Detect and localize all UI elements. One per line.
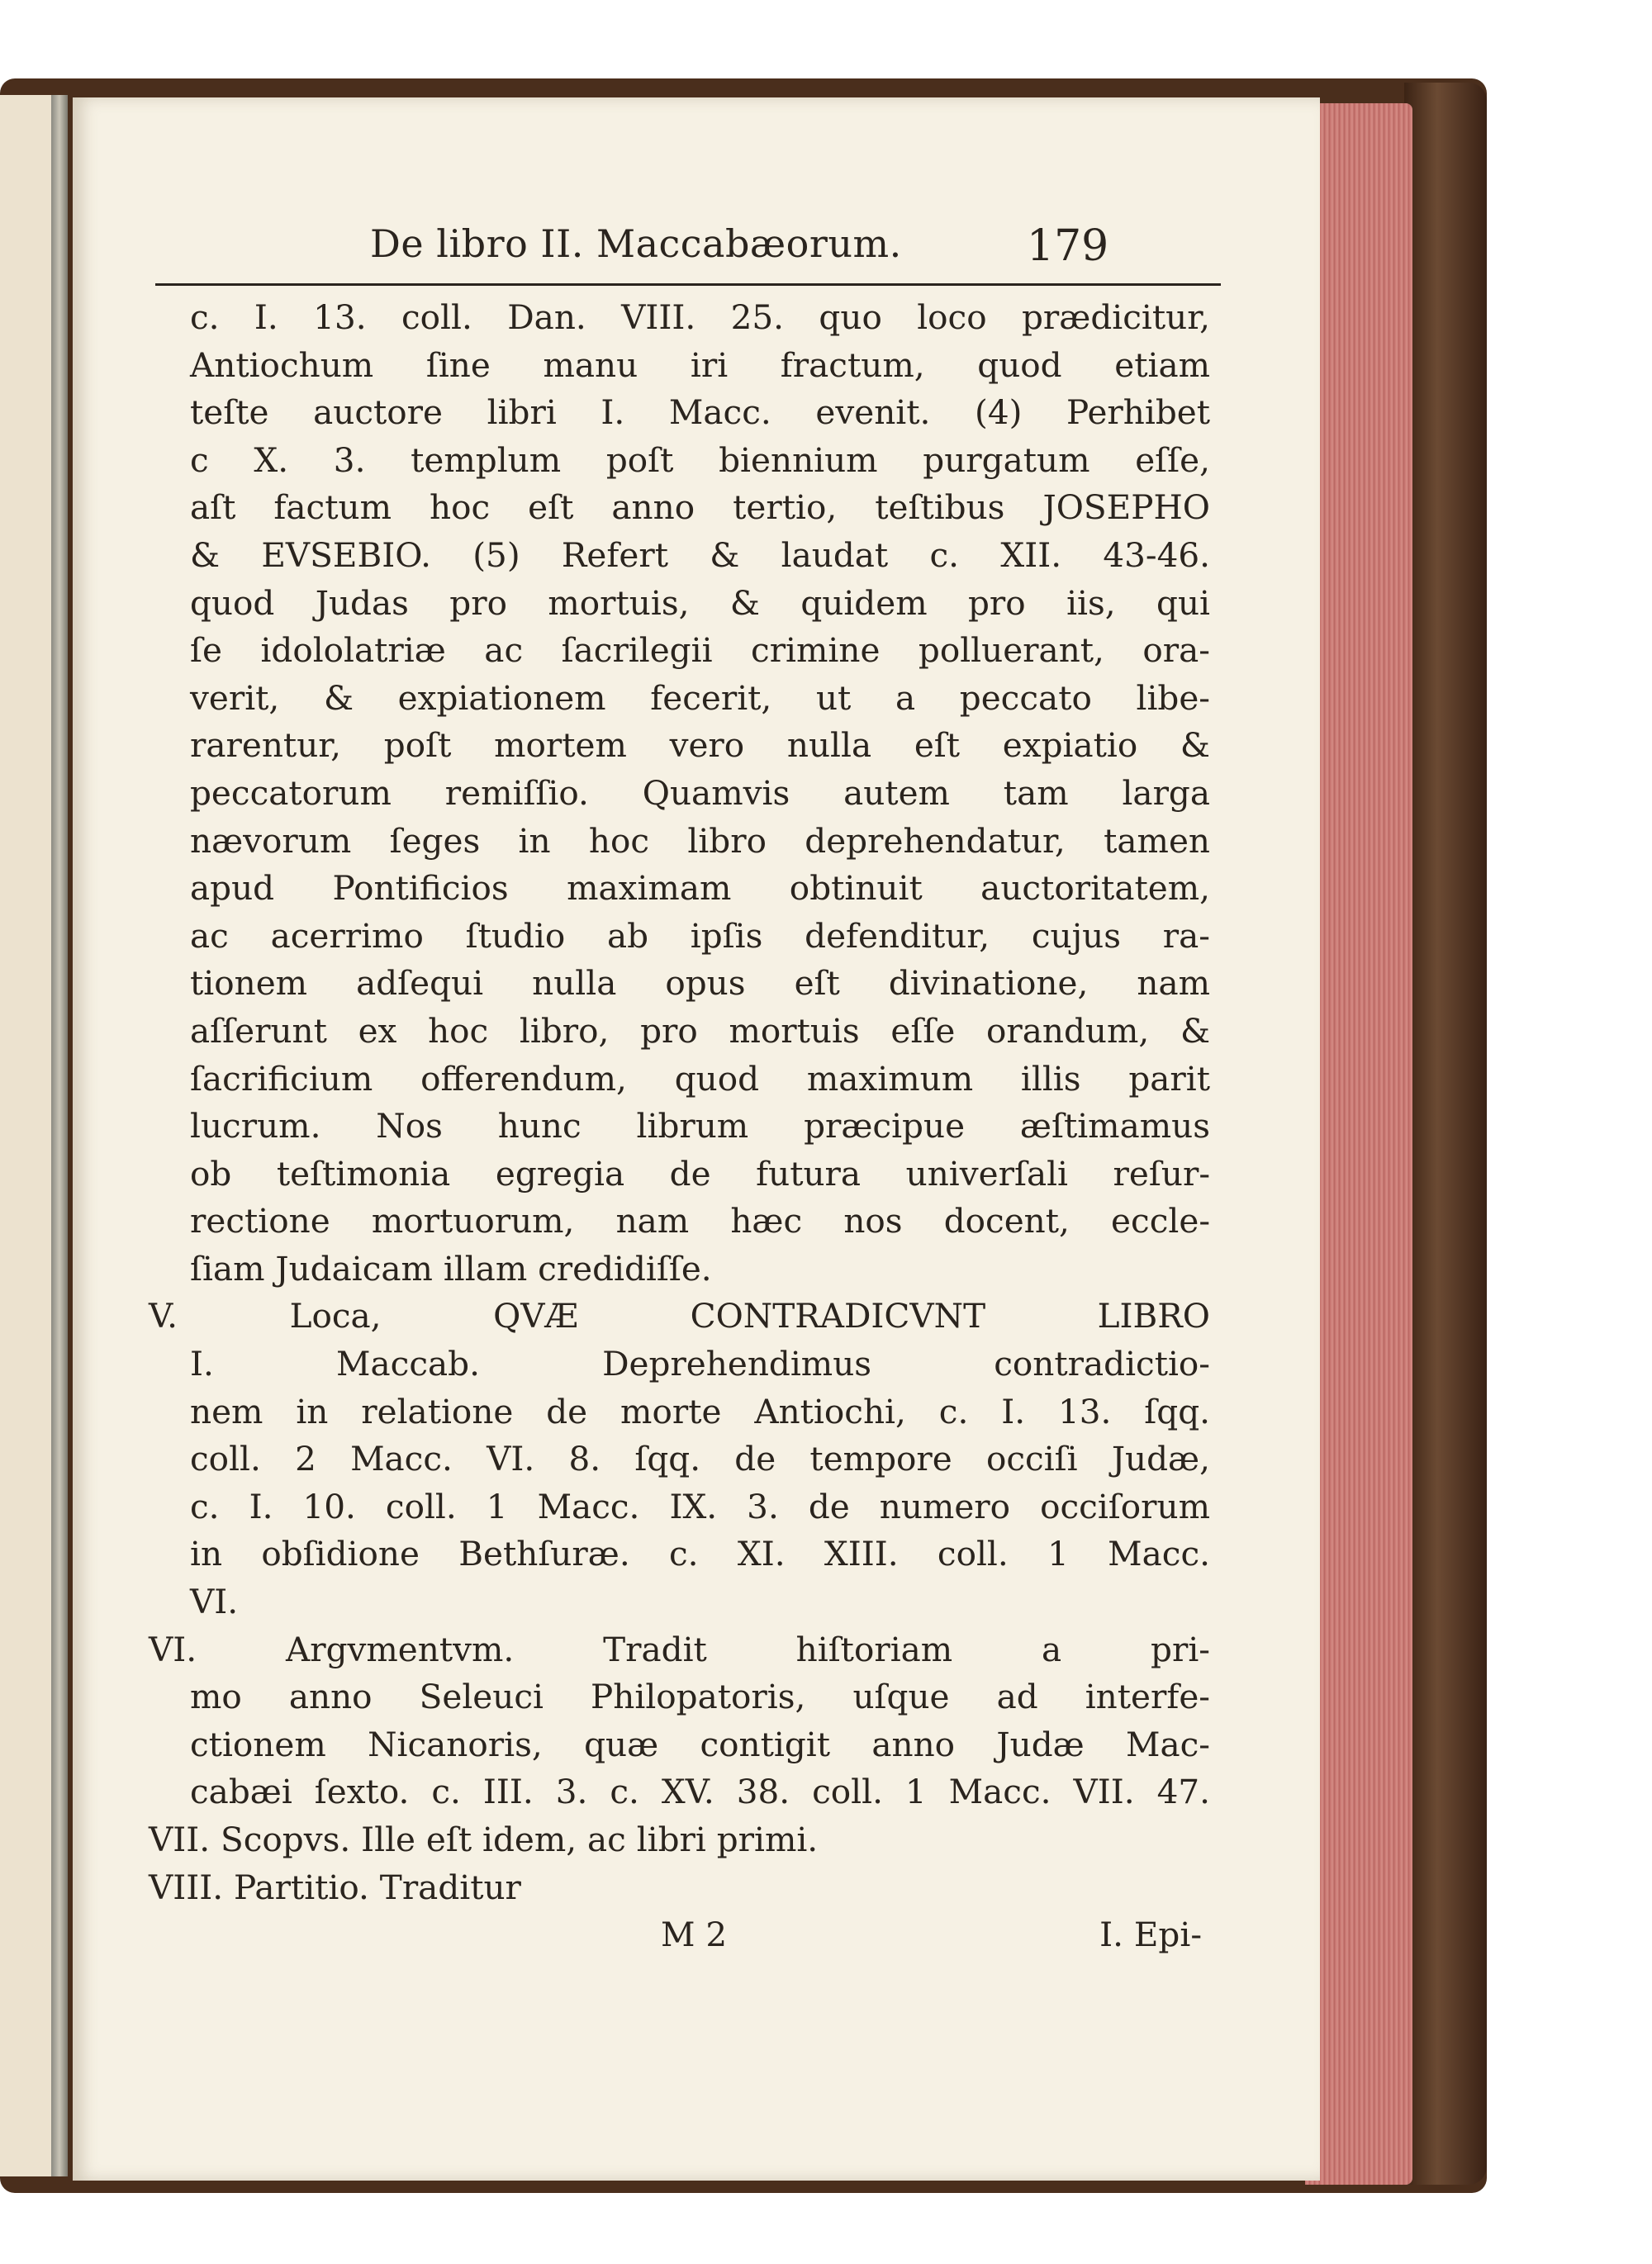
text-line: verit, & expiationem fecerit, ut a peccato libe- — [190, 677, 1210, 718]
section-viii-line: VIII. Partitio. Traditur — [149, 1867, 521, 1907]
text-line: peccatorum remiſſio. Quamvis autem tam larga — [190, 772, 1210, 813]
page-number: 179 — [1027, 221, 1109, 271]
text-line: ſe idololatriæ ac ſacrilegii crimine polluerant, ora- — [190, 630, 1210, 671]
text-line: quod Judas pro mortuis, & quidem pro iis, qui — [190, 582, 1210, 623]
text-line: lucrum. Nos hunc librum præcipue æſtimamus — [190, 1106, 1210, 1146]
text-line: aſſerunt ex hoc libro, pro mortuis eſſe orandum, & — [190, 1010, 1210, 1051]
text-line: coll. 2 Macc. VI. 8. ſqq. de tempore occiſi Judæ, — [190, 1439, 1210, 1479]
text-line: mo anno Seleuci Philopatoris, uſque ad interfe- — [190, 1677, 1210, 1717]
text-line: rarentur, poſt mortem vero nulla eſt expiatio & — [190, 725, 1210, 766]
book-cover-edge — [1404, 83, 1487, 2185]
spine-binding-thread — [51, 95, 68, 2176]
text-line: in obſidione Bethſuræ. c. XI. XIII. coll. 1 Macc. — [190, 1534, 1210, 1574]
text-line: nævorum ſeges in hoc libro deprehendatur, tamen — [190, 820, 1210, 861]
text-line: cabæi ſexto. c. III. 3. c. XV. 38. coll. 1 Macc. VII. 47. — [190, 1772, 1210, 1812]
signature-mark: M 2 — [661, 1915, 728, 1955]
text-line: c. I. 13. coll. Dan. VIII. 25. quo loco prædicitur, — [190, 297, 1210, 337]
text-line: rectione mortuorum, nam hæc nos docent, eccle- — [190, 1201, 1210, 1241]
text-line: aſt factum hoc eſt anno tertio, teſtibus JOSEPHO — [190, 487, 1210, 528]
section-vii-line: VII. Scopvs. Ille eſt idem, ac libri primi. — [149, 1820, 819, 1859]
red-page-edges — [1305, 103, 1412, 2185]
text-line: ſiam Judaicam illam credidiſſe. — [190, 1248, 712, 1289]
book-page — [73, 97, 1320, 2181]
text-line: & EVSEBIO. (5) Refert & laudat c. XII. 43-46. — [190, 534, 1210, 575]
text-line: tionem adſequi nulla opus eſt divinatione, nam — [190, 963, 1210, 1004]
text-line: ac acerrimo ſtudio ab ipſis defenditur, cujus ra- — [190, 915, 1210, 956]
text-line: Antiochum ſine manu iri fractum, quod etiam — [190, 344, 1210, 385]
text-line: ob teſtimonia egregia de futura univerſali reſur- — [190, 1153, 1210, 1194]
text-line: I. Maccab. Deprehendimus contradictio- — [190, 1344, 1210, 1384]
page-footer — [190, 1911, 1210, 1959]
section-vi-heading: VI. Argvmentvm. Tradit hiſtoriam a pri- — [149, 1629, 1210, 1669]
text-line: nem in relatione de morte Antiochi, c. I. 13. ſqq. — [190, 1391, 1210, 1431]
text-line: VI. — [190, 1582, 239, 1622]
text-line: apud Pontificios maximam obtinuit auctoritatem, — [190, 868, 1210, 909]
text-line: ctionem Nicanoris, quæ contigit anno Judæ Mac- — [190, 1724, 1210, 1764]
header-rule — [155, 283, 1221, 286]
text-line: c. I. 10. coll. 1 Macc. IX. 3. de numero occiſorum — [190, 1486, 1210, 1526]
catchword: I. Epi- — [1099, 1915, 1202, 1955]
running-head-title: De libro II. Maccabæorum. — [370, 221, 902, 266]
text-line: c X. 3. templum poſt biennium purgatum eſſe, — [190, 439, 1210, 480]
section-v-heading: V. Loca, QVÆ CONTRADICVNT LIBRO — [149, 1296, 1210, 1336]
text-line: teſte auctore libri I. Macc. evenit. (4) Perhibet — [190, 392, 1210, 433]
text-line: ſacrificium offerendum, quod maximum illis parit — [190, 1058, 1210, 1099]
body-text — [149, 294, 1210, 1959]
